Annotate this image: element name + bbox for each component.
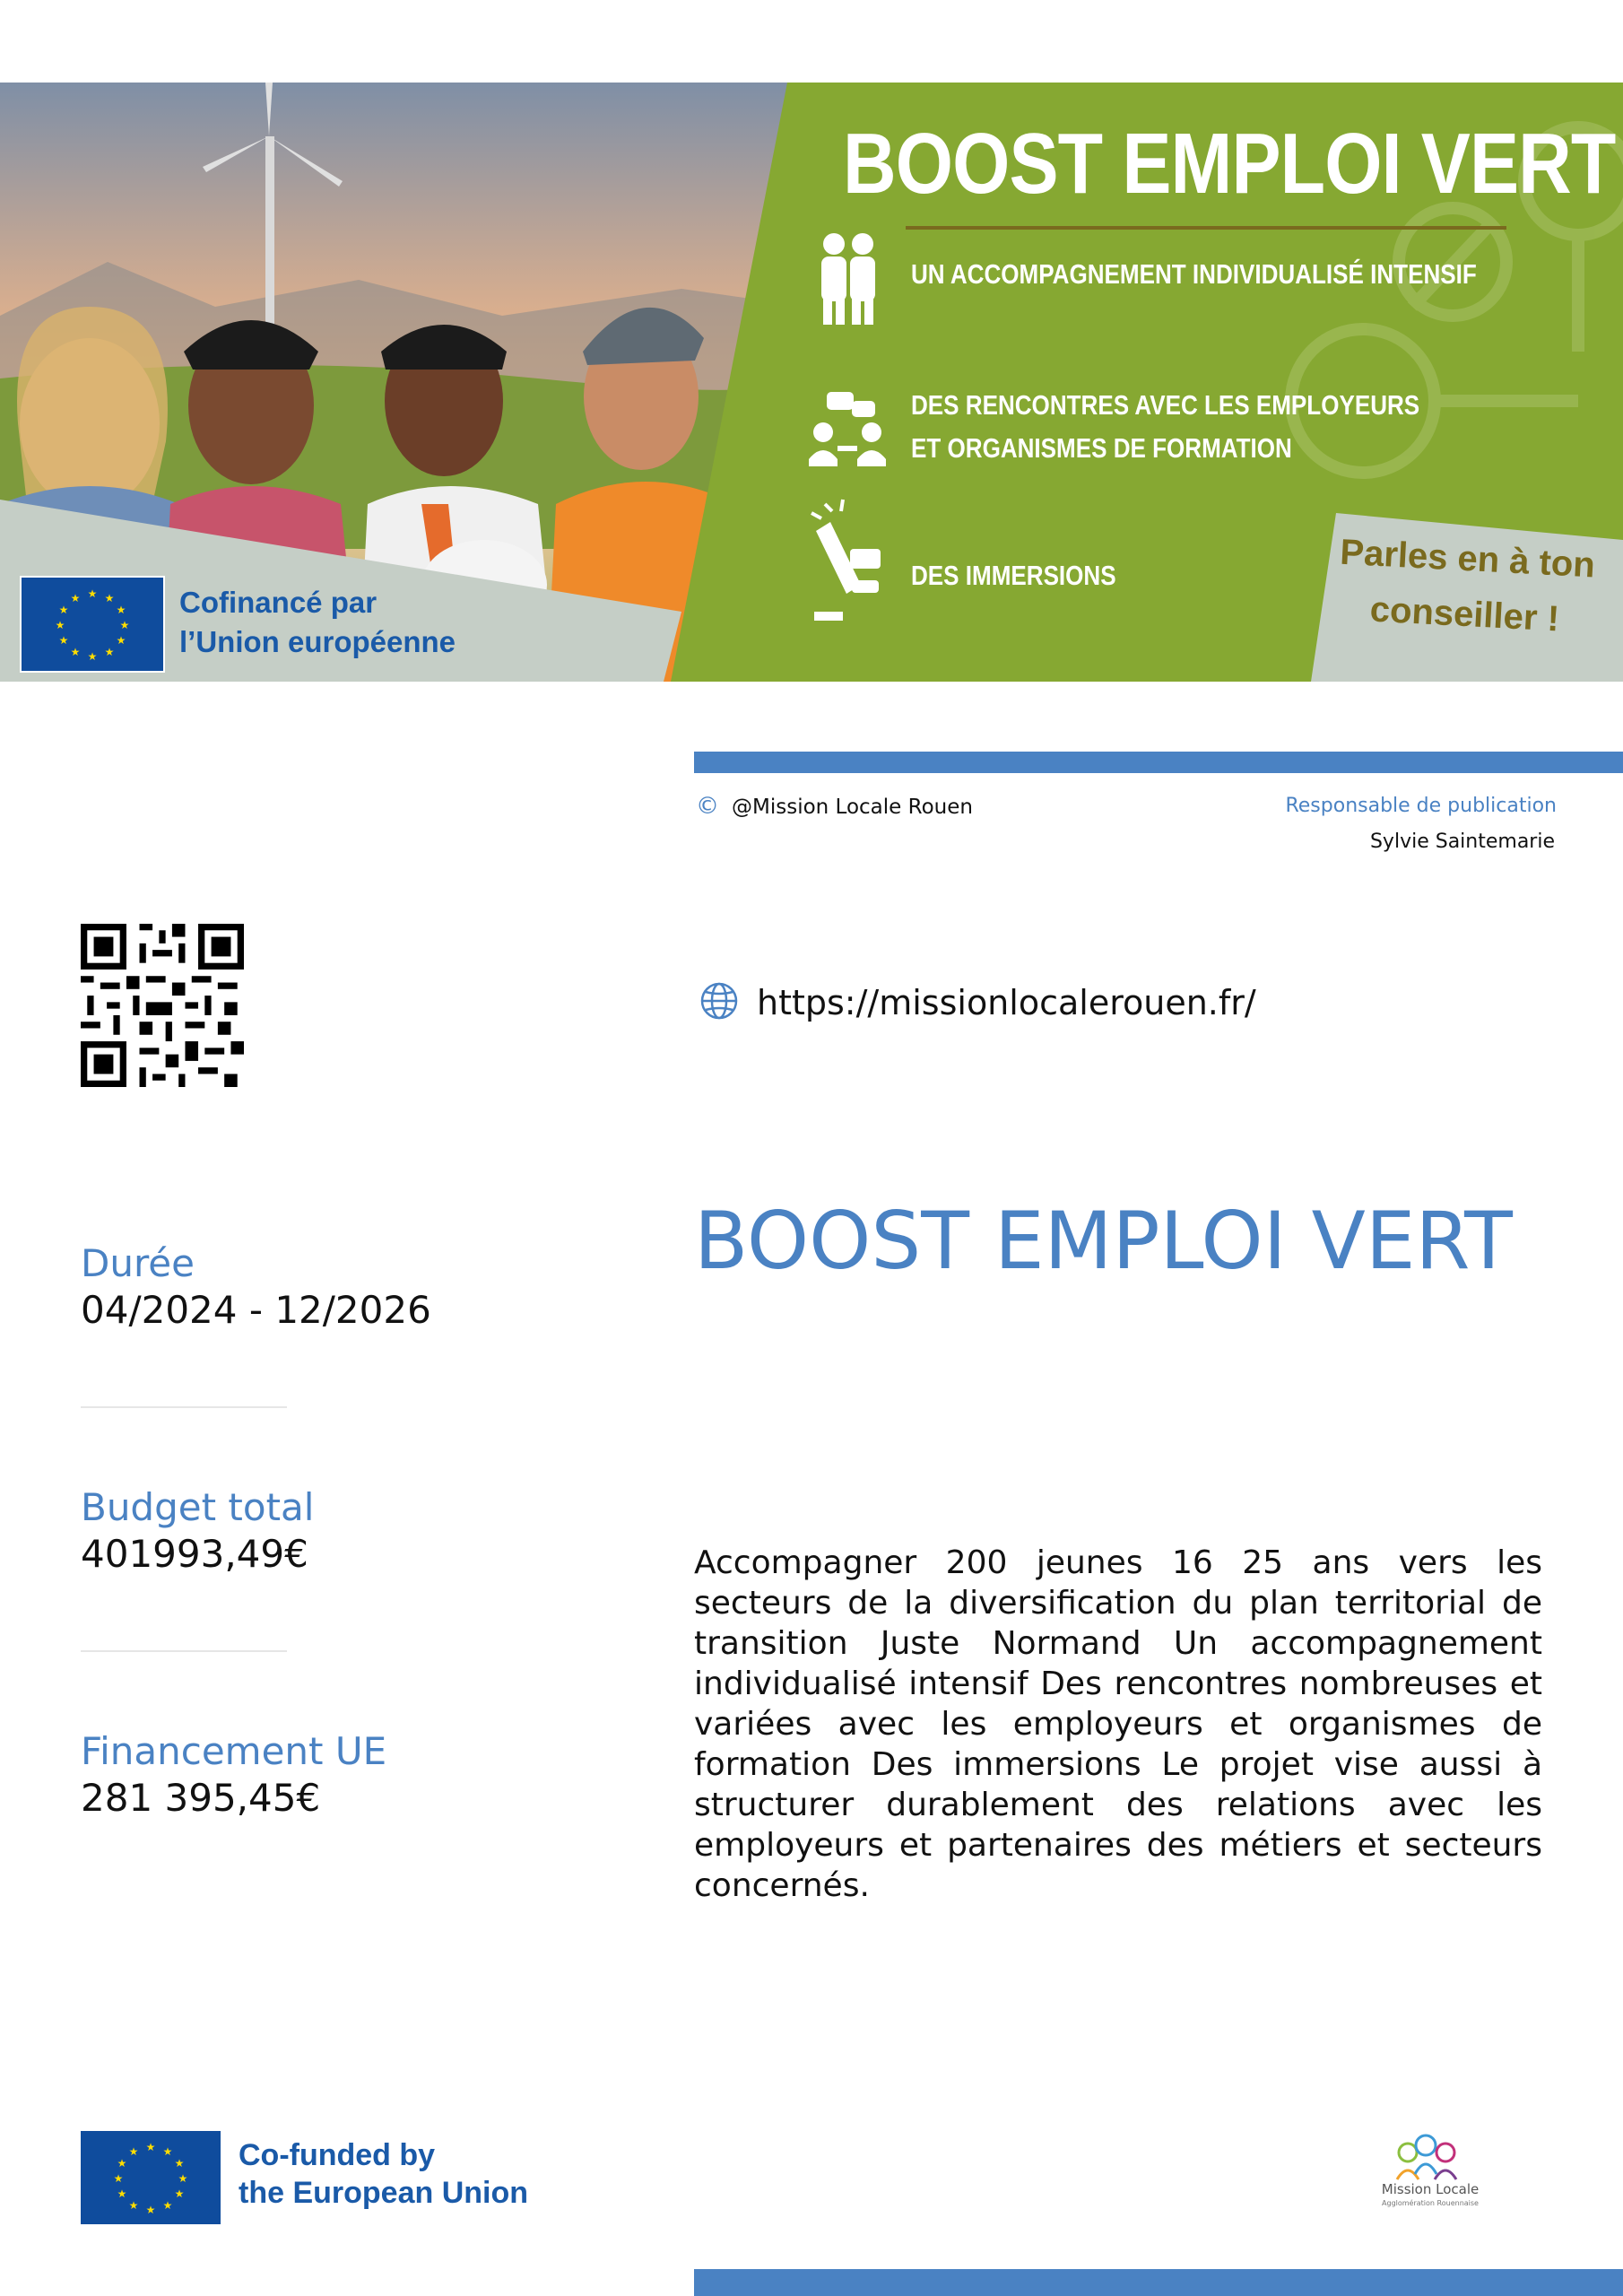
- svg-text:★: ★: [87, 587, 98, 600]
- svg-text:★: ★: [128, 2199, 139, 2212]
- svg-text:★: ★: [116, 634, 126, 647]
- svg-text:★: ★: [162, 2199, 173, 2212]
- responsable-name: Sylvie Saintemarie: [1369, 831, 1555, 853]
- eu-cofunded-text: Co-funded by the European Union: [239, 2138, 528, 2210]
- svg-text:★: ★: [128, 2145, 139, 2158]
- svg-text:★: ★: [58, 604, 69, 616]
- responsable-label: Responsable de publication: [1285, 795, 1557, 817]
- duree-value: 04/2024 - 12/2026: [81, 1288, 431, 1332]
- svg-text:★: ★: [174, 2187, 185, 2200]
- budget-value: 401993,49€: [81, 1532, 308, 1576]
- divider: [81, 1406, 287, 1408]
- page-title: BOOST EMPLOI VERT: [694, 1195, 1513, 1287]
- duree-label: Durée: [81, 1241, 195, 1285]
- bottom-accent-bar: [694, 2269, 1623, 2296]
- svg-text:★: ★: [117, 2157, 127, 2170]
- eu-flag-icon: [81, 2131, 221, 2224]
- banner-item-accompagnement: UN ACCOMPAGNEMENT INDIVIDUALISÉ INTENSIF: [911, 258, 1477, 290]
- svg-text:★: ★: [70, 646, 81, 658]
- svg-text:★: ★: [178, 2172, 188, 2185]
- globe-icon: [699, 981, 739, 1021]
- svg-text:★: ★: [145, 2204, 156, 2216]
- banner-item-rencontres-2: ET ORGANISMES DE FORMATION: [911, 432, 1292, 464]
- mission-locale-sub: Agglomération Rouennaise: [1382, 2199, 1479, 2207]
- svg-text:★: ★: [116, 604, 126, 616]
- eu-flag-icon: [20, 576, 165, 673]
- financement-label: Financement UE: [81, 1729, 387, 1773]
- svg-text:★: ★: [117, 2187, 127, 2200]
- banner-item-immersions: DES IMMERSIONS: [911, 560, 1116, 591]
- eu-cofinance-text: Cofinancé par l’Union européenne: [179, 586, 456, 658]
- mission-locale-name: Mission Locale: [1381, 2181, 1480, 2197]
- divider: [81, 1650, 287, 1652]
- svg-text:★: ★: [174, 2157, 185, 2170]
- top-accent-bar: [694, 752, 1623, 773]
- banner-title: BOOST EMPLOI VERT: [843, 116, 1616, 212]
- banner-item-rencontres-1: DES RENCONTRES AVEC LES EMPLOYEURS: [911, 389, 1420, 421]
- svg-text:★: ★: [87, 650, 98, 663]
- svg-text:★: ★: [70, 592, 81, 604]
- svg-text:★: ★: [55, 619, 65, 631]
- author-credit: @Mission Locale Rouen: [732, 796, 973, 819]
- cta-conseiller: Parles en à ton conseiller !: [1339, 532, 1596, 639]
- svg-text:★: ★: [162, 2145, 173, 2158]
- svg-text:★: ★: [113, 2172, 124, 2185]
- svg-text:★: ★: [104, 592, 115, 604]
- qr-code-icon[interactable]: [81, 924, 244, 1087]
- budget-label: Budget total: [81, 1485, 315, 1529]
- copyright-icon: ©: [696, 793, 719, 820]
- header-banner: [0, 83, 1623, 682]
- svg-text:★: ★: [119, 619, 130, 631]
- financement-value: 281 395,45€: [81, 1776, 321, 1820]
- svg-text:★: ★: [104, 646, 115, 658]
- svg-text:★: ★: [145, 2141, 156, 2153]
- svg-text:★: ★: [58, 634, 69, 647]
- website-link[interactable]: https://missionlocalerouen.fr/: [757, 983, 1256, 1022]
- project-description: Accompagner 200 jeunes 16 25 ans vers les secteurs de la diversification du plan territorial de transition Juste Normand Un accompagnement individualisé intensif Des rencontres nombreuses et variées avec les employeurs et organismes de formation Des immersions Le projet vise aussi à structurer durablement des relations avec les employeurs et partenaires des métiers et secteurs concernés.: [694, 1544, 1542, 1904]
